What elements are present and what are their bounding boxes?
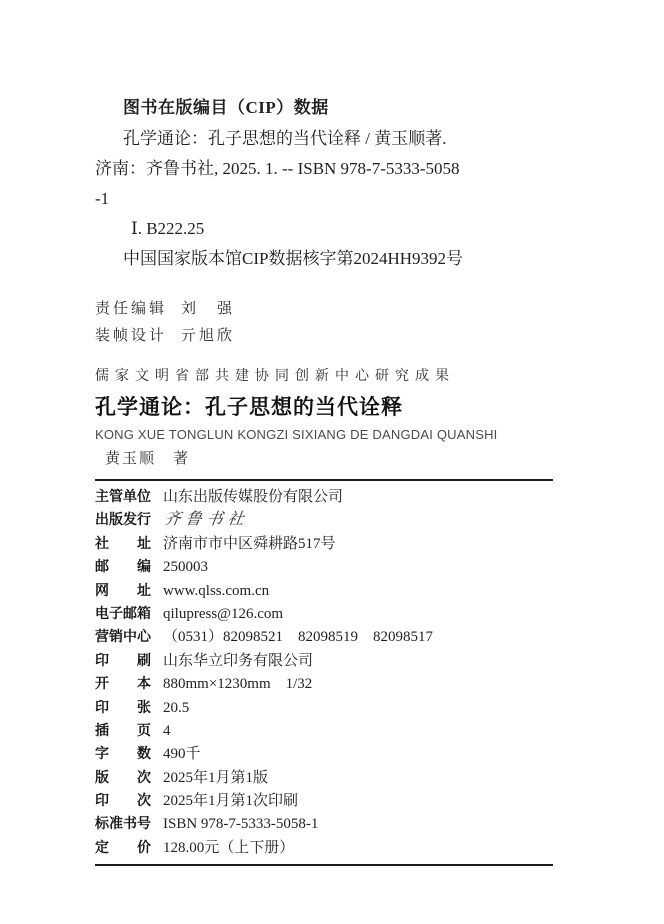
publication-row bbox=[95, 836, 553, 859]
book-title-block bbox=[95, 394, 553, 470]
publication-row-label: 印 次 bbox=[95, 792, 151, 809]
publication-row bbox=[95, 649, 553, 672]
cip-line: 孔学通论：孔子思想的当代诠释 / 黄玉顺著. bbox=[123, 129, 447, 148]
publication-row-value: www.qlss.com.cn bbox=[163, 582, 270, 599]
staff-row bbox=[95, 296, 553, 323]
publication-row bbox=[95, 789, 553, 812]
publication-row bbox=[95, 812, 553, 835]
publication-row bbox=[95, 696, 553, 719]
publication-row bbox=[95, 579, 553, 602]
publication-row bbox=[95, 742, 553, 765]
book-author: 黄玉顺 著 bbox=[105, 451, 191, 467]
publication-row-label: 印 张 bbox=[95, 698, 151, 715]
publisher-calligraphy-logo: 齐鲁书社 bbox=[163, 511, 250, 529]
publication-row bbox=[95, 766, 553, 789]
publication-row-label: 版 次 bbox=[95, 768, 151, 785]
staff-role: 装帧设计 bbox=[95, 328, 168, 344]
publication-row-label: 主管单位 bbox=[95, 488, 151, 504]
publication-row-value: 128.00元（上下册） bbox=[163, 839, 295, 856]
publication-row-value: ISBN 978-7-5333-5058-1 bbox=[163, 816, 319, 833]
publication-row bbox=[95, 719, 553, 742]
publication-row-value: 济南市市中区舜耕路517号 bbox=[163, 535, 336, 552]
cip-description bbox=[95, 124, 553, 214]
cip-record-number: 中国国家版本馆CIP数据核字第2024HH9392号 bbox=[123, 249, 464, 268]
publication-row bbox=[95, 672, 553, 695]
publication-row-label: 开 本 bbox=[95, 675, 151, 692]
publication-info-table bbox=[95, 479, 553, 866]
publication-row bbox=[95, 625, 553, 648]
cip-classification-number: Ⅰ. B222.25 bbox=[131, 219, 205, 238]
staff-row bbox=[95, 323, 553, 350]
publication-row-value: 20.5 bbox=[163, 699, 190, 716]
publication-row bbox=[95, 555, 553, 578]
publication-row-value: 2025年1月第1版 bbox=[163, 769, 269, 786]
publication-row-label: 出版发行 bbox=[95, 511, 151, 528]
publication-row-value: （0531）82098521 82098519 82098517 bbox=[163, 629, 434, 646]
publication-row bbox=[95, 532, 553, 555]
staff-block bbox=[95, 296, 553, 350]
publication-row-label: 营销中心 bbox=[95, 628, 151, 645]
book-title-pinyin: KONG XUE TONGLUN KONGZI SIXIANG DE DANGDAI QUANSHI bbox=[95, 427, 498, 442]
publication-row-value: 4 bbox=[163, 722, 171, 739]
publication-row-value: 880mm×1230mm 1/32 bbox=[163, 676, 313, 693]
cip-block bbox=[95, 96, 553, 274]
book-title: 孔学通论：孔子思想的当代诠释 bbox=[95, 396, 403, 419]
publication-row-label: 印 刷 bbox=[95, 651, 151, 668]
publication-row-label: 社 址 bbox=[95, 534, 151, 551]
cip-heading: 图书在版编目（CIP）数据 bbox=[123, 98, 329, 117]
publication-row-label: 电子邮箱 bbox=[95, 604, 151, 621]
publication-row-value: qilupress@126.com bbox=[163, 605, 284, 622]
staff-name: 亓旭欣 bbox=[181, 328, 236, 344]
publication-row-value: 山东华立印务有限公司 bbox=[163, 652, 314, 669]
publication-row-label: 字 数 bbox=[95, 745, 151, 762]
publication-row-value: 山东出版传媒股份有限公司 bbox=[163, 489, 344, 505]
publication-row-value: 250003 bbox=[163, 559, 208, 576]
publication-row-label: 邮 编 bbox=[95, 558, 151, 575]
publication-row-label: 标准书号 bbox=[95, 815, 151, 832]
cip-line: 济南：齐鲁书社, 2025. 1. -- ISBN 978-7-5333-5058 bbox=[95, 159, 460, 178]
series-note: 儒家文明省部共建协同创新中心研究成果 bbox=[95, 369, 455, 384]
copyright-page bbox=[95, 96, 553, 866]
cip-line: -1 bbox=[95, 189, 110, 208]
publication-row bbox=[95, 485, 553, 508]
publication-row-value: 2025年1月第1次印刷 bbox=[163, 793, 299, 810]
publication-row bbox=[95, 602, 553, 625]
staff-role: 责任编辑 bbox=[95, 301, 168, 317]
staff-name: 刘 强 bbox=[181, 301, 236, 317]
publication-row bbox=[95, 508, 553, 531]
publication-row-value: 490千 bbox=[163, 746, 201, 763]
publication-row-label: 插 页 bbox=[95, 721, 151, 738]
publication-row-label: 网 址 bbox=[95, 581, 151, 598]
publication-row-label: 定 价 bbox=[95, 838, 151, 855]
